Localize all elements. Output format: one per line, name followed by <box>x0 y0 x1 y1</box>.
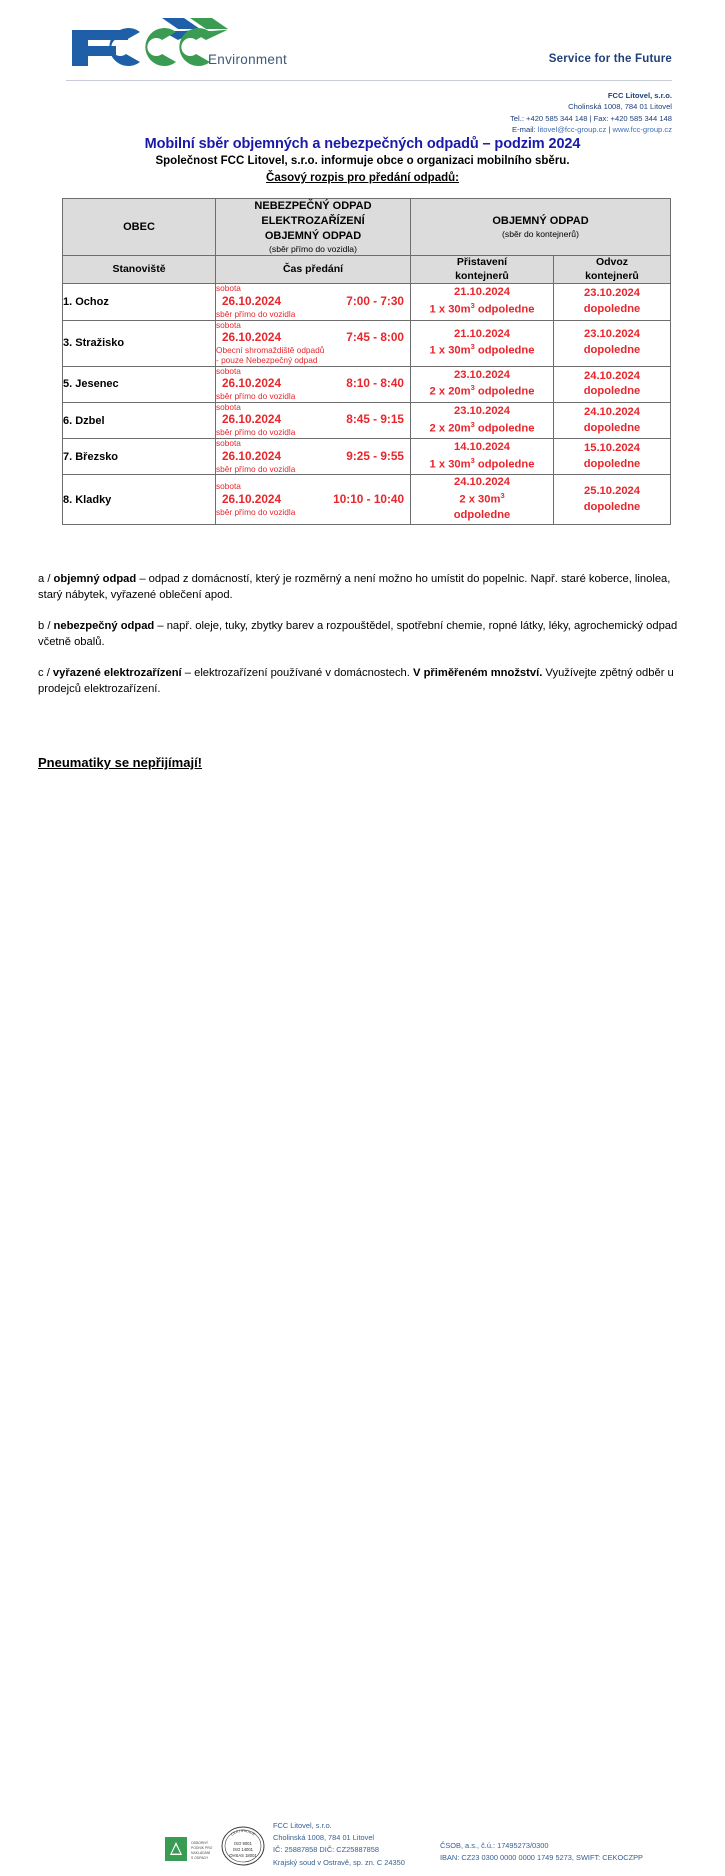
table-row <box>63 320 671 366</box>
table-row <box>63 475 671 525</box>
cell-container-delivery <box>411 475 554 525</box>
delivery-detail: 2 x $30m^3$ <box>459 491 505 506</box>
cell-date-time <box>216 330 410 346</box>
delivery-detail: 2 x $20m^3$ odpoledne <box>429 383 535 399</box>
cell-time: 9:25 - 9:55 <box>346 448 404 463</box>
cell-note-2: - pouze Nebezpečný odpad <box>216 354 318 365</box>
cell-container-delivery <box>411 439 554 475</box>
cell-date-time <box>216 492 410 508</box>
cell-time: 8:10 - 8:40 <box>346 376 404 391</box>
header-bulky-line1: OBJEMNÝ ODPAD <box>492 214 589 227</box>
delivery-detail: 1 x $30m^3$ odpoledne <box>429 455 535 471</box>
delivery-date: 23.10.2024 <box>454 368 510 381</box>
cell-day: sobota <box>216 365 241 376</box>
cubic-meter-exponent: 3 <box>500 491 505 501</box>
cubic-meter-exponent: 3 <box>470 301 475 311</box>
cell-date: 26.10.2024 <box>222 448 282 463</box>
section-heading <box>0 172 725 184</box>
note-c-term: vyřazené elektrozařízení <box>52 666 182 679</box>
cell-date: 26.10.2024 <box>222 412 282 427</box>
note-b-text: – např. oleje, tuky, zbytky barev a rozpouštědel, spotřební chemie, ropné látky, léky, agrochemický odpad včetně obalů. <box>38 619 678 648</box>
cell-date-time <box>216 294 410 310</box>
header-hazardous-group <box>216 199 411 256</box>
footer-bank-iban: IBAN: CZ23 0300 0000 0000 1749 5273, SWIFT: CEKOCZPP <box>440 1853 643 1863</box>
schedule-table <box>62 198 671 525</box>
delivery-date: 21.10.2024 <box>454 327 510 340</box>
footer-company-name: FCC Litovel, s.r.o. <box>273 1821 332 1830</box>
mark-line-2: PODNIK PRO <box>191 1846 213 1850</box>
cell-date: 26.10.2024 <box>222 293 282 308</box>
header-cas-predani: Čas předání <box>216 256 411 284</box>
cell-municipality: 6. Dzbel <box>63 402 216 438</box>
cell-container-pickup <box>554 402 671 438</box>
cell-date: 26.10.2024 <box>222 376 282 391</box>
note-c-emphasis: V přiměřeném množství. <box>413 666 543 679</box>
header-stanoviste: Stanoviště <box>63 256 216 284</box>
contact-web-link[interactable]: www.fcc-group.cz <box>612 125 672 135</box>
note-c <box>38 666 690 698</box>
delivery-date: 23.10.2024 <box>454 404 510 417</box>
table-row <box>63 284 671 320</box>
tires-warning-text: Pneumatiky se nepřijímají! <box>38 755 203 770</box>
stamp-arc-text: CERTIFIKACE <box>230 1828 256 1837</box>
table-header-row-2 <box>63 256 671 284</box>
delivery-daypart: odpoledne <box>453 509 511 522</box>
note-a <box>38 572 690 604</box>
header-bulky-note: (sběr do kontejnerů) <box>502 228 579 239</box>
contact-email-link[interactable]: litovel@fcc-group.cz <box>537 125 607 135</box>
cell-container-pickup <box>554 366 671 402</box>
cubic-meter-exponent: 3 <box>470 455 475 465</box>
footer-bank-block <box>440 1840 643 1864</box>
cell-municipality: 1. Ochoz <box>63 284 216 320</box>
delivery-date: 14.10.2024 <box>454 441 510 454</box>
mark-line-3: NAKLÁDÁNÍ <box>191 1851 211 1855</box>
cell-note: sběr přímo do vozidla <box>216 427 296 438</box>
header-obec: OBEC <box>63 199 216 256</box>
header-bulky-group <box>411 199 671 256</box>
cell-day: sobota <box>216 283 241 294</box>
contact-email-label: E-mail: <box>512 125 538 135</box>
table-row <box>63 402 671 438</box>
header-contact-block <box>510 90 672 136</box>
footer-company-ids: IČ: 25887858 DIČ: CZ25887858 <box>273 1845 380 1855</box>
pickup-daypart: dopoledne <box>583 421 641 434</box>
note-b-prefix: b / <box>38 619 54 632</box>
delivery-detail: 1 x $30m^3$ odpoledne <box>429 301 535 316</box>
pickup-daypart: dopoledne <box>583 500 641 513</box>
note-a-text: – odpad z domácností, který je rozměrný a není možno ho umístit do popelnic. Např. staré koberce, linolea, starý nábytek, vyřazené oblečení apod. <box>38 573 671 601</box>
table-row <box>63 366 671 402</box>
cell-container-pickup <box>554 320 671 366</box>
pickup-daypart: dopoledne <box>583 457 641 470</box>
iso-certification-stamp-icon <box>218 1821 268 1871</box>
mark-line-4: S ODPADY <box>191 1856 209 1860</box>
cell-day: sobota <box>216 319 241 330</box>
note-a-prefix: a / <box>38 573 54 585</box>
header-odvoz <box>554 256 671 284</box>
header-pristaveni <box>411 256 554 284</box>
document-footer <box>0 905 725 1867</box>
cell-time: 10:10 - 10:40 <box>333 491 404 506</box>
pickup-daypart: dopoledne <box>583 303 641 316</box>
cell-time: 7:45 - 8:00 <box>346 330 404 345</box>
cell-date-time <box>216 449 410 465</box>
header-odvoz-line2: kontejnerů <box>585 269 639 282</box>
table-row <box>63 439 671 475</box>
stamp-line-2: ISO 14001 <box>232 1847 254 1852</box>
tires-warning <box>38 755 202 770</box>
cell-day: sobota <box>216 401 241 412</box>
note-c-text: – elektrozařízení používané v domácnostech. <box>181 666 413 679</box>
mark-line-1: ODBORNÝ <box>191 1841 209 1845</box>
cubic-meter-exponent: 3 <box>470 383 475 393</box>
note-b <box>38 619 690 651</box>
cell-handover-time <box>216 366 411 402</box>
header-tagline: Service for the Future <box>548 53 672 65</box>
cell-time: 7:00 - 7:30 <box>346 293 404 308</box>
cell-day: sobota <box>216 438 241 449</box>
fcc-environment-logo <box>66 16 296 72</box>
note-b-term: nebezpečný odpad <box>53 619 155 632</box>
svg-text:CERTIFIKACE <box>230 1829 256 1837</box>
footer-bank-account: ČSOB, a.s., č.ú.: 17495273/0300 <box>440 1841 549 1850</box>
pickup-date: 23.10.2024 <box>584 328 640 341</box>
cell-container-delivery <box>411 366 554 402</box>
cell-handover-time <box>216 284 411 320</box>
header-pristaveni-line2: kontejnerů <box>455 269 509 282</box>
note-a-term: objemný odpad <box>53 573 137 585</box>
page-title: Mobilní sběr objemných a nebezpečných odpadů – podzim 2024 <box>144 136 581 152</box>
pickup-daypart: dopoledne <box>583 344 641 357</box>
header-hazardous-line3: OBJEMNÝ ODPAD <box>264 229 362 242</box>
contact-phone-fax: Tel.: +420 585 344 148 | Fax: +420 585 344 148 <box>510 113 672 123</box>
cell-date: 26.10.2024 <box>222 330 282 345</box>
delivery-detail: 1 x $30m^3$ odpoledne <box>429 342 535 358</box>
cell-note: Obecní shromaždiště odpadů <box>216 345 325 356</box>
pickup-date: 23.10.2024 <box>584 287 640 300</box>
contact-company: FCC Litovel, s.r.o. <box>607 91 672 100</box>
header-hazardous-note: (sběr přímo do vozidla) <box>269 243 357 254</box>
contact-email-web <box>510 124 672 135</box>
contact-address: Cholinská 1008, 784 01 Litovel <box>568 102 672 112</box>
cell-handover-time <box>216 475 411 525</box>
cell-municipality: 7. Březsko <box>63 439 216 475</box>
cell-container-pickup <box>554 439 671 475</box>
cell-container-delivery <box>411 402 554 438</box>
page-subtitle: Společnost FCC Litovel, s.r.o. informuje obce o organizaci mobilního sběru. <box>155 155 570 167</box>
cell-container-delivery <box>411 320 554 366</box>
note-c-text-2: Využívejte zpětný odběr u prodejců elektrozařízení. <box>38 666 674 695</box>
cell-note: sběr přímo do vozidla <box>216 391 296 402</box>
note-c-prefix: c / <box>38 666 53 679</box>
contact-separator: | <box>606 125 613 135</box>
delivery-detail: 2 x $20m^3$ odpoledne <box>429 419 535 435</box>
cell-municipality: 5. Jesenec <box>63 366 216 402</box>
delivery-date: 24.10.2024 <box>454 476 510 489</box>
waste-definitions <box>38 572 690 712</box>
schedule-table-body <box>63 284 671 525</box>
cell-note: sběr přímo do vozidla <box>216 308 296 319</box>
cell-container-pickup <box>554 475 671 525</box>
header-divider <box>66 80 672 81</box>
cell-day: sobota <box>216 481 241 492</box>
cell-note: sběr přímo do vozidla <box>216 506 296 517</box>
document-header <box>0 0 725 135</box>
footer-company-registry: Krajský soud v Ostravě, sp. zn. C 24350 <box>273 1857 405 1867</box>
pickup-daypart: dopoledne <box>583 385 641 398</box>
header-pristaveni-line1: Přistavení <box>456 256 508 269</box>
pickup-date: 15.10.2024 <box>584 442 640 455</box>
pickup-date: 25.10.2024 <box>584 485 640 498</box>
header-hazardous-line1: NEBEZPEČNÝ ODPAD <box>254 200 372 212</box>
stamp-line-1: ISO 9001 <box>234 1841 252 1846</box>
cell-date-time <box>216 412 410 428</box>
logo-wordmark: Environment <box>208 52 288 67</box>
cell-time: 8:45 - 9:15 <box>346 412 404 427</box>
header-odvoz-line1: Odvoz <box>595 256 629 269</box>
cubic-meter-exponent: 3 <box>470 342 475 352</box>
cell-note: sběr přímo do vozidla <box>216 463 296 474</box>
section-heading-text: Časový rozpis pro předání odpadů: <box>266 172 459 184</box>
cell-handover-time <box>216 439 411 475</box>
cell-date: 26.10.2024 <box>222 491 282 506</box>
delivery-date: 21.10.2024 <box>454 286 510 299</box>
cell-container-pickup <box>554 284 671 320</box>
cubic-meter-exponent: 3 <box>470 419 475 429</box>
stamp-line-3: OHSAS 18001 <box>229 1853 257 1858</box>
schedule-table-wrapper <box>62 198 670 525</box>
pickup-date: 24.10.2024 <box>584 369 640 382</box>
pickup-date: 24.10.2024 <box>584 405 640 418</box>
cell-municipality: 3. Stražisko <box>63 320 216 366</box>
cell-handover-time <box>216 320 411 366</box>
header-hazardous-line2: ELEKTROZAŘÍZENÍ <box>261 214 365 227</box>
footer-company-address: Cholinská 1008, 784 01 Litovel <box>273 1833 375 1843</box>
cell-container-delivery <box>411 284 554 320</box>
cell-handover-time <box>216 402 411 438</box>
cell-date-time <box>216 376 410 392</box>
footer-company-block <box>273 1820 405 1869</box>
table-header-row-1 <box>63 199 671 256</box>
cell-municipality: 8. Kladky <box>63 475 216 525</box>
